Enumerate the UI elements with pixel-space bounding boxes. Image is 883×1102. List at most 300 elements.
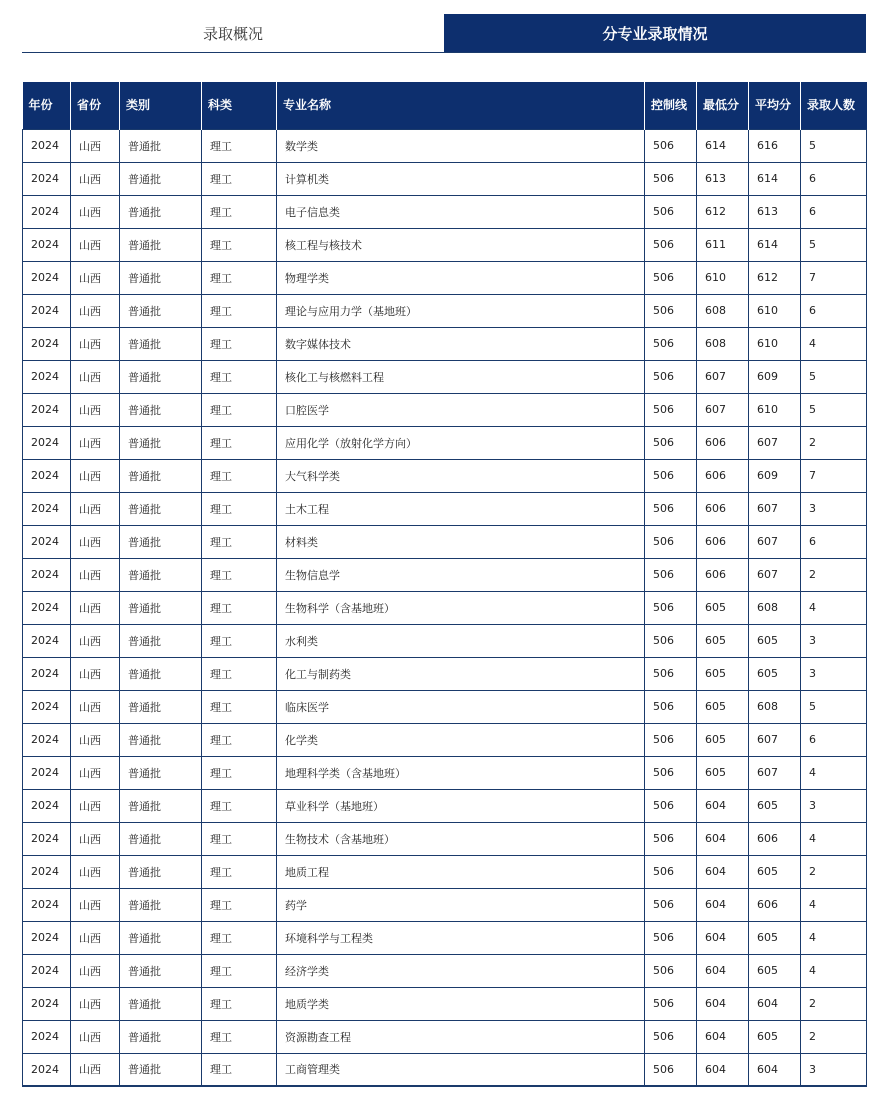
- cell-min-score: 604: [697, 822, 749, 855]
- cell-major-name: 数学类: [277, 129, 645, 162]
- cell-admitted-count: 4: [801, 591, 867, 624]
- table-row: [23, 690, 867, 723]
- cell-major-name: 化工与制药类: [277, 657, 645, 690]
- cell-province: 山西: [71, 1053, 120, 1086]
- cell-avg-score: 607: [749, 426, 801, 459]
- cell-province: 山西: [71, 393, 120, 426]
- cell-major-name: 环境科学与工程类: [277, 921, 645, 954]
- cell-subject-type: 理工: [202, 162, 277, 195]
- cell-admitted-count: 3: [801, 1053, 867, 1086]
- cell-admitted-count: 3: [801, 789, 867, 822]
- cell-control-line: 506: [645, 459, 697, 492]
- table-row: [23, 228, 867, 261]
- cell-subject-type: 理工: [202, 393, 277, 426]
- table-header-row: [23, 82, 867, 129]
- cell-category: 普通批: [120, 954, 202, 987]
- table-row: [23, 393, 867, 426]
- cell-min-score: 604: [697, 954, 749, 987]
- cell-category: 普通批: [120, 624, 202, 657]
- cell-control-line: 506: [645, 921, 697, 954]
- cell-category: 普通批: [120, 492, 202, 525]
- table-row: [23, 888, 867, 921]
- cell-category: 普通批: [120, 195, 202, 228]
- cell-admitted-count: 5: [801, 360, 867, 393]
- cell-year: 2024: [23, 228, 71, 261]
- cell-year: 2024: [23, 987, 71, 1020]
- table-row: [23, 921, 867, 954]
- cell-avg-score: 614: [749, 162, 801, 195]
- table-row: [23, 426, 867, 459]
- table-row: [23, 492, 867, 525]
- cell-year: 2024: [23, 756, 71, 789]
- cell-province: 山西: [71, 756, 120, 789]
- cell-subject-type: 理工: [202, 723, 277, 756]
- cell-major-name: 药学: [277, 888, 645, 921]
- cell-year: 2024: [23, 162, 71, 195]
- cell-year: 2024: [23, 393, 71, 426]
- cell-subject-type: 理工: [202, 888, 277, 921]
- cell-major-name: 电子信息类: [277, 195, 645, 228]
- cell-control-line: 506: [645, 822, 697, 855]
- cell-admitted-count: 5: [801, 129, 867, 162]
- cell-category: 普通批: [120, 591, 202, 624]
- table-row: [23, 789, 867, 822]
- cell-min-score: 605: [697, 591, 749, 624]
- cell-avg-score: 605: [749, 921, 801, 954]
- cell-min-score: 604: [697, 921, 749, 954]
- cell-admitted-count: 2: [801, 987, 867, 1020]
- cell-control-line: 506: [645, 327, 697, 360]
- cell-category: 普通批: [120, 294, 202, 327]
- cell-major-name: 水利类: [277, 624, 645, 657]
- table-row: [23, 459, 867, 492]
- cell-subject-type: 理工: [202, 624, 277, 657]
- cell-province: 山西: [71, 294, 120, 327]
- cell-min-score: 605: [697, 756, 749, 789]
- cell-year: 2024: [23, 525, 71, 558]
- cell-admitted-count: 3: [801, 657, 867, 690]
- cell-year: 2024: [23, 723, 71, 756]
- cell-control-line: 506: [645, 294, 697, 327]
- cell-category: 普通批: [120, 228, 202, 261]
- cell-category: 普通批: [120, 822, 202, 855]
- cell-control-line: 506: [645, 987, 697, 1020]
- cell-admitted-count: 6: [801, 723, 867, 756]
- cell-avg-score: 610: [749, 294, 801, 327]
- cell-province: 山西: [71, 360, 120, 393]
- cell-subject-type: 理工: [202, 591, 277, 624]
- cell-major-name: 地质工程: [277, 855, 645, 888]
- cell-province: 山西: [71, 525, 120, 558]
- cell-avg-score: 607: [749, 756, 801, 789]
- cell-province: 山西: [71, 690, 120, 723]
- cell-admitted-count: 5: [801, 393, 867, 426]
- cell-min-score: 607: [697, 360, 749, 393]
- cell-category: 普通批: [120, 1053, 202, 1086]
- cell-admitted-count: 4: [801, 954, 867, 987]
- cell-category: 普通批: [120, 789, 202, 822]
- cell-subject-type: 理工: [202, 261, 277, 294]
- cell-year: 2024: [23, 789, 71, 822]
- cell-min-score: 604: [697, 987, 749, 1020]
- cell-admitted-count: 6: [801, 294, 867, 327]
- cell-avg-score: 604: [749, 987, 801, 1020]
- cell-subject-type: 理工: [202, 954, 277, 987]
- cell-avg-score: 609: [749, 360, 801, 393]
- cell-admitted-count: 5: [801, 228, 867, 261]
- cell-subject-type: 理工: [202, 327, 277, 360]
- cell-control-line: 506: [645, 228, 697, 261]
- cell-major-name: 材料类: [277, 525, 645, 558]
- cell-province: 山西: [71, 657, 120, 690]
- cell-major-name: 生物信息学: [277, 558, 645, 591]
- cell-province: 山西: [71, 855, 120, 888]
- cell-major-name: 临床医学: [277, 690, 645, 723]
- cell-major-name: 工商管理类: [277, 1053, 645, 1086]
- header-admitted-count[interactable]: 录取人数: [801, 82, 867, 129]
- cell-subject-type: 理工: [202, 657, 277, 690]
- cell-min-score: 604: [697, 1053, 749, 1086]
- cell-avg-score: 612: [749, 261, 801, 294]
- cell-province: 山西: [71, 723, 120, 756]
- cell-min-score: 604: [697, 888, 749, 921]
- cell-subject-type: 理工: [202, 822, 277, 855]
- cell-min-score: 606: [697, 492, 749, 525]
- table-row: [23, 954, 867, 987]
- cell-min-score: 613: [697, 162, 749, 195]
- header-province[interactable]: 省份: [71, 82, 120, 129]
- cell-province: 山西: [71, 492, 120, 525]
- cell-year: 2024: [23, 261, 71, 294]
- cell-category: 普通批: [120, 129, 202, 162]
- cell-major-name: 土木工程: [277, 492, 645, 525]
- cell-avg-score: 607: [749, 492, 801, 525]
- cell-avg-score: 607: [749, 723, 801, 756]
- cell-category: 普通批: [120, 393, 202, 426]
- cell-avg-score: 616: [749, 129, 801, 162]
- cell-admitted-count: 4: [801, 327, 867, 360]
- table-row: [23, 987, 867, 1020]
- cell-avg-score: 614: [749, 228, 801, 261]
- cell-major-name: 理论与应用力学（基地班）: [277, 294, 645, 327]
- cell-province: 山西: [71, 789, 120, 822]
- cell-major-name: 计算机类: [277, 162, 645, 195]
- cell-control-line: 506: [645, 426, 697, 459]
- table-row: [23, 822, 867, 855]
- cell-category: 普通批: [120, 426, 202, 459]
- cell-admitted-count: 2: [801, 558, 867, 591]
- cell-control-line: 506: [645, 888, 697, 921]
- cell-min-score: 605: [697, 657, 749, 690]
- header-min-score[interactable]: 最低分: [697, 82, 749, 129]
- cell-year: 2024: [23, 1053, 71, 1086]
- cell-year: 2024: [23, 624, 71, 657]
- cell-province: 山西: [71, 624, 120, 657]
- cell-admitted-count: 3: [801, 624, 867, 657]
- cell-min-score: 608: [697, 294, 749, 327]
- table-row: [23, 756, 867, 789]
- cell-year: 2024: [23, 327, 71, 360]
- cell-control-line: 506: [645, 558, 697, 591]
- cell-control-line: 506: [645, 492, 697, 525]
- cell-min-score: 608: [697, 327, 749, 360]
- cell-admitted-count: 7: [801, 261, 867, 294]
- cell-control-line: 506: [645, 261, 697, 294]
- table-row: [23, 1053, 867, 1086]
- tab-bar: [22, 14, 866, 53]
- cell-province: 山西: [71, 162, 120, 195]
- cell-category: 普通批: [120, 855, 202, 888]
- cell-year: 2024: [23, 822, 71, 855]
- cell-min-score: 604: [697, 1020, 749, 1053]
- cell-avg-score: 605: [749, 789, 801, 822]
- cell-min-score: 614: [697, 129, 749, 162]
- table-row: [23, 162, 867, 195]
- table-row: [23, 723, 867, 756]
- cell-province: 山西: [71, 129, 120, 162]
- cell-category: 普通批: [120, 723, 202, 756]
- cell-category: 普通批: [120, 921, 202, 954]
- cell-year: 2024: [23, 591, 71, 624]
- cell-control-line: 506: [645, 393, 697, 426]
- cell-major-name: 资源勘查工程: [277, 1020, 645, 1053]
- admission-table: [22, 82, 867, 1087]
- cell-major-name: 生物技术（含基地班）: [277, 822, 645, 855]
- table-row: [23, 327, 867, 360]
- cell-year: 2024: [23, 558, 71, 591]
- cell-admitted-count: 3: [801, 492, 867, 525]
- header-avg-score[interactable]: 平均分: [749, 82, 801, 129]
- cell-subject-type: 理工: [202, 690, 277, 723]
- cell-control-line: 506: [645, 789, 697, 822]
- cell-min-score: 607: [697, 393, 749, 426]
- table-row: [23, 525, 867, 558]
- cell-avg-score: 605: [749, 1020, 801, 1053]
- cell-category: 普通批: [120, 261, 202, 294]
- cell-control-line: 506: [645, 1020, 697, 1053]
- cell-subject-type: 理工: [202, 294, 277, 327]
- cell-major-name: 物理学类: [277, 261, 645, 294]
- tab-admission-by-major[interactable]: 分专业录取情况: [444, 14, 866, 52]
- table-row: [23, 855, 867, 888]
- cell-control-line: 506: [645, 195, 697, 228]
- cell-category: 普通批: [120, 657, 202, 690]
- cell-province: 山西: [71, 987, 120, 1020]
- cell-subject-type: 理工: [202, 360, 277, 393]
- cell-avg-score: 608: [749, 591, 801, 624]
- cell-subject-type: 理工: [202, 1053, 277, 1086]
- table-row: [23, 624, 867, 657]
- cell-category: 普通批: [120, 888, 202, 921]
- cell-admitted-count: 5: [801, 690, 867, 723]
- cell-subject-type: 理工: [202, 1020, 277, 1053]
- cell-min-score: 605: [697, 723, 749, 756]
- cell-control-line: 506: [645, 723, 697, 756]
- cell-year: 2024: [23, 690, 71, 723]
- cell-control-line: 506: [645, 591, 697, 624]
- cell-province: 山西: [71, 327, 120, 360]
- cell-control-line: 506: [645, 624, 697, 657]
- cell-avg-score: 613: [749, 195, 801, 228]
- cell-subject-type: 理工: [202, 855, 277, 888]
- cell-min-score: 606: [697, 426, 749, 459]
- cell-province: 山西: [71, 591, 120, 624]
- cell-year: 2024: [23, 855, 71, 888]
- cell-year: 2024: [23, 459, 71, 492]
- cell-min-score: 610: [697, 261, 749, 294]
- cell-major-name: 大气科学类: [277, 459, 645, 492]
- cell-year: 2024: [23, 954, 71, 987]
- cell-year: 2024: [23, 492, 71, 525]
- cell-min-score: 604: [697, 855, 749, 888]
- cell-major-name: 生物科学（含基地班）: [277, 591, 645, 624]
- cell-major-name: 核化工与核燃料工程: [277, 360, 645, 393]
- cell-category: 普通批: [120, 525, 202, 558]
- cell-major-name: 应用化学（放射化学方向）: [277, 426, 645, 459]
- cell-admitted-count: 7: [801, 459, 867, 492]
- cell-major-name: 核工程与核技术: [277, 228, 645, 261]
- cell-admitted-count: 6: [801, 525, 867, 558]
- cell-category: 普通批: [120, 1020, 202, 1053]
- header-year[interactable]: 年份: [23, 82, 71, 129]
- cell-control-line: 506: [645, 657, 697, 690]
- cell-avg-score: 605: [749, 954, 801, 987]
- table-row: [23, 657, 867, 690]
- cell-subject-type: 理工: [202, 492, 277, 525]
- cell-avg-score: 610: [749, 327, 801, 360]
- cell-province: 山西: [71, 261, 120, 294]
- cell-control-line: 506: [645, 954, 697, 987]
- cell-major-name: 经济学类: [277, 954, 645, 987]
- cell-category: 普通批: [120, 690, 202, 723]
- cell-category: 普通批: [120, 360, 202, 393]
- cell-admitted-count: 6: [801, 195, 867, 228]
- cell-avg-score: 605: [749, 624, 801, 657]
- cell-province: 山西: [71, 195, 120, 228]
- cell-subject-type: 理工: [202, 987, 277, 1020]
- cell-avg-score: 609: [749, 459, 801, 492]
- cell-min-score: 605: [697, 624, 749, 657]
- cell-avg-score: 607: [749, 558, 801, 591]
- cell-control-line: 506: [645, 525, 697, 558]
- cell-province: 山西: [71, 426, 120, 459]
- cell-major-name: 草业科学（基地班）: [277, 789, 645, 822]
- cell-avg-score: 606: [749, 822, 801, 855]
- table-row: [23, 1020, 867, 1053]
- cell-control-line: 506: [645, 129, 697, 162]
- table-row: [23, 261, 867, 294]
- cell-avg-score: 608: [749, 690, 801, 723]
- table-row: [23, 294, 867, 327]
- cell-province: 山西: [71, 888, 120, 921]
- header-subject-type[interactable]: 科类: [202, 82, 277, 129]
- table-row: [23, 360, 867, 393]
- cell-category: 普通批: [120, 459, 202, 492]
- cell-subject-type: 理工: [202, 426, 277, 459]
- cell-min-score: 605: [697, 690, 749, 723]
- cell-province: 山西: [71, 558, 120, 591]
- cell-admitted-count: 4: [801, 756, 867, 789]
- cell-subject-type: 理工: [202, 195, 277, 228]
- table-row: [23, 558, 867, 591]
- header-control-line[interactable]: 控制线: [645, 82, 697, 129]
- cell-category: 普通批: [120, 987, 202, 1020]
- cell-province: 山西: [71, 921, 120, 954]
- cell-control-line: 506: [645, 1053, 697, 1086]
- cell-year: 2024: [23, 426, 71, 459]
- tab-admission-overview[interactable]: 录取概况: [22, 14, 444, 52]
- cell-major-name: 数字媒体技术: [277, 327, 645, 360]
- cell-avg-score: 610: [749, 393, 801, 426]
- cell-province: 山西: [71, 1020, 120, 1053]
- cell-avg-score: 605: [749, 855, 801, 888]
- cell-admitted-count: 2: [801, 426, 867, 459]
- cell-major-name: 地质学类: [277, 987, 645, 1020]
- cell-min-score: 606: [697, 525, 749, 558]
- cell-year: 2024: [23, 360, 71, 393]
- cell-admitted-count: 4: [801, 921, 867, 954]
- header-major-name[interactable]: 专业名称: [277, 82, 645, 129]
- cell-category: 普通批: [120, 558, 202, 591]
- cell-province: 山西: [71, 228, 120, 261]
- cell-control-line: 506: [645, 690, 697, 723]
- cell-category: 普通批: [120, 327, 202, 360]
- table-row: [23, 591, 867, 624]
- cell-major-name: 地理科学类（含基地班）: [277, 756, 645, 789]
- cell-admitted-count: 4: [801, 822, 867, 855]
- cell-admitted-count: 4: [801, 888, 867, 921]
- table-row: [23, 129, 867, 162]
- cell-control-line: 506: [645, 162, 697, 195]
- cell-avg-score: 604: [749, 1053, 801, 1086]
- cell-min-score: 606: [697, 558, 749, 591]
- cell-subject-type: 理工: [202, 921, 277, 954]
- cell-min-score: 606: [697, 459, 749, 492]
- cell-avg-score: 607: [749, 525, 801, 558]
- cell-year: 2024: [23, 294, 71, 327]
- cell-subject-type: 理工: [202, 789, 277, 822]
- header-category[interactable]: 类别: [120, 82, 202, 129]
- cell-avg-score: 606: [749, 888, 801, 921]
- cell-year: 2024: [23, 921, 71, 954]
- cell-subject-type: 理工: [202, 129, 277, 162]
- cell-subject-type: 理工: [202, 525, 277, 558]
- cell-admitted-count: 6: [801, 162, 867, 195]
- cell-subject-type: 理工: [202, 558, 277, 591]
- cell-year: 2024: [23, 195, 71, 228]
- table-row: [23, 195, 867, 228]
- cell-year: 2024: [23, 129, 71, 162]
- cell-min-score: 604: [697, 789, 749, 822]
- cell-province: 山西: [71, 822, 120, 855]
- cell-min-score: 611: [697, 228, 749, 261]
- cell-admitted-count: 2: [801, 1020, 867, 1053]
- cell-year: 2024: [23, 657, 71, 690]
- cell-admitted-count: 2: [801, 855, 867, 888]
- cell-subject-type: 理工: [202, 756, 277, 789]
- cell-major-name: 口腔医学: [277, 393, 645, 426]
- cell-control-line: 506: [645, 756, 697, 789]
- cell-subject-type: 理工: [202, 228, 277, 261]
- cell-control-line: 506: [645, 360, 697, 393]
- cell-subject-type: 理工: [202, 459, 277, 492]
- cell-min-score: 612: [697, 195, 749, 228]
- table-body: [23, 129, 867, 1086]
- cell-avg-score: 605: [749, 657, 801, 690]
- cell-year: 2024: [23, 888, 71, 921]
- cell-province: 山西: [71, 954, 120, 987]
- cell-category: 普通批: [120, 162, 202, 195]
